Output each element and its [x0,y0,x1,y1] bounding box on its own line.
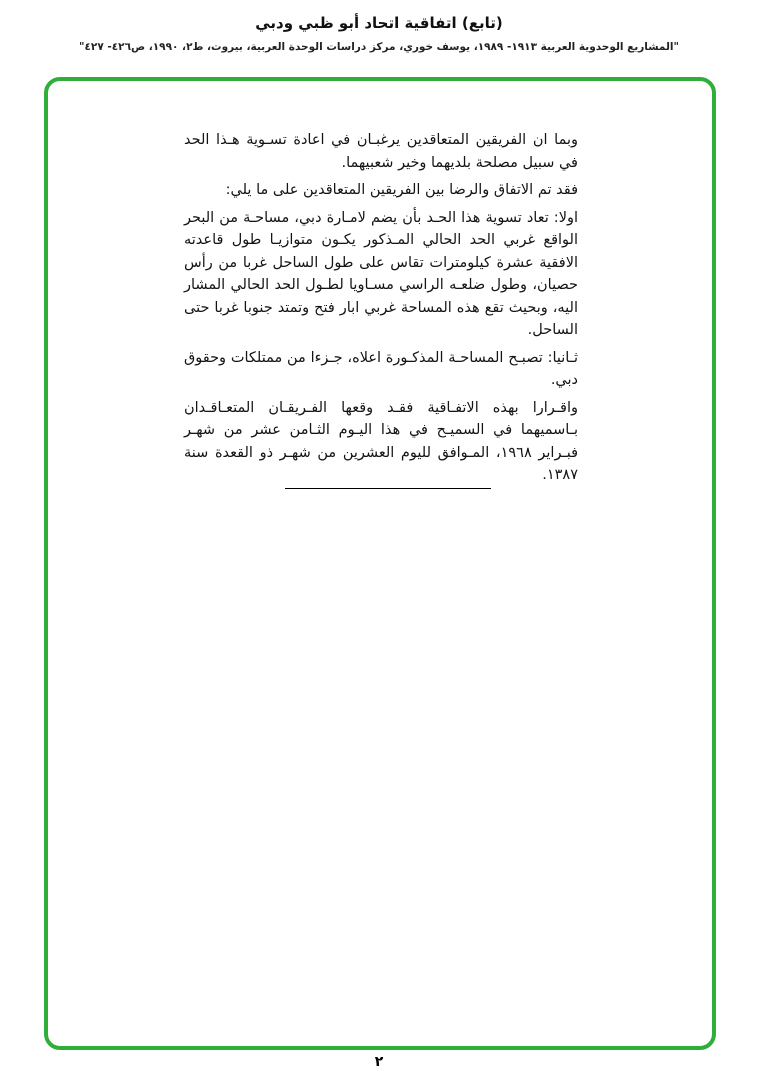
signature-divider-line [285,488,491,489]
paragraph-clause-first: اولا: تعاد تسوية هذا الحـد بأن يضم لامـارة دبي، مساحـة من البحر الواقع غربي الحد الحالي المـذكور يكـون متوازيـا طول قاعدته الافقية عشرة كيلومترات تقاس على طول الساحل غربا من رأس حصيان، وطول ضلعـه الراسي مسـاويا لطـول الحد الحالي المشار اليه، وبحيث تقع هذه المساحة غربي ابار فتح وتمتد جنوبا غربا حتى الساحل. [184,209,578,338]
document-title: (تابع) اتفاقية اتحاد أبو ظبي ودبي [255,14,503,32]
paragraph-preamble: وبما ان الفريقين المتعاقدين يرغبـان في اعادة تسـوية هـذا الحد في سبيل مصلحة بلديهما وخير شعبيهما. [184,132,578,171]
page-header [0,14,758,53]
paragraph-closing: واقـرارا بهذه الاتفـاقية فقـد وقعها الفـريقـان المتعـاقـدان بـاسميهما في السميـح في هذا اليـوم الثـامن عشر من شهـر فبـراير ١٩٦٨، المـوافق لليوم العشرين من شهـر ذو القعدة سنة ١٣٨٧. [184,399,578,483]
document-body [184,129,578,487]
paragraph-clause-second: ثـانيا: تصبـح المساحـة المذكـورة اعلاه، جـزءا من ممتلكات وحقوق دبي. [184,349,578,388]
paragraph-agreement-intro: فقد تم الاتفاق والرضا بين الفريقين المتعاقدين على ما يلي: [225,182,578,198]
citation-line: "المشاريع الوحدوية العربية ١٩١٣- ١٩٨٩، يوسف خوري، مركز دراسات الوحدة العربية، بيروت، ط٢، ١٩٩٠، ص٤٢٦- ٤٢٧" [79,41,679,53]
page-number: ٢ [374,1054,384,1070]
